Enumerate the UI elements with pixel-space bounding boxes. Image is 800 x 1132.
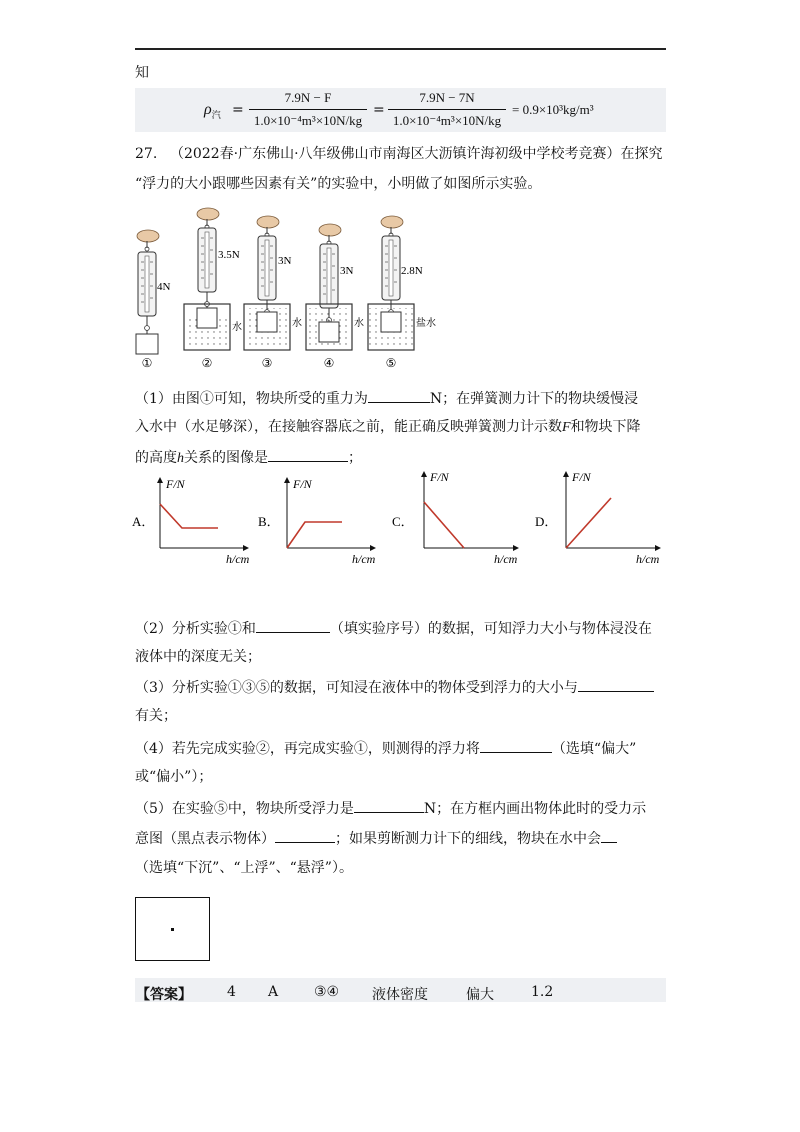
graph-c[interactable]: [392, 470, 518, 566]
reading-3: 3N: [278, 255, 292, 267]
graph-b-line: [287, 522, 342, 548]
setup-label-2: ②: [201, 356, 213, 370]
part-2-line-1: （2）分析实验①和 （填实验序号）的数据，可知浮力大小与物体浸没在: [135, 621, 652, 637]
reading-4: 3N: [340, 265, 354, 277]
part-2-line-2: 液体中的深度无关；: [135, 649, 261, 665]
setup-label-1: ①: [141, 356, 153, 370]
graph-d-line: [566, 498, 611, 548]
answer-5: 偏大: [466, 987, 494, 1003]
answer-1: 4: [227, 984, 236, 1000]
blank-8[interactable]: [601, 830, 617, 843]
graph-d-xlabel: h/cm: [636, 552, 660, 566]
question-line-2: “浮力的大小跟哪些因素有关”的实验中，小明做了如图所示实验。: [135, 176, 542, 192]
fragment-text: 知: [135, 65, 149, 81]
answer-6: 1.2: [531, 984, 554, 1000]
answer-3: ③④: [314, 984, 340, 1000]
part-5-line-2: 意图（黑点表示物体） ；如果剪断测力计下的细线，物块在水中会: [135, 830, 617, 846]
formula-eq-1: =: [232, 102, 244, 118]
setup-1: [136, 230, 159, 354]
liquid-label-2: 水: [232, 322, 242, 333]
graph-a-xlabel: h/cm: [226, 552, 250, 566]
answer-4: 液体密度: [372, 987, 428, 1003]
blank-5[interactable]: [480, 740, 552, 753]
blank-6[interactable]: [354, 800, 424, 813]
part-3-line-1: （3）分析实验①③⑤的数据，可知浸在液体中的物体受到浮力的大小与: [135, 679, 654, 695]
liquid-label-4: 水: [354, 318, 364, 329]
liquid-label-5: 盐水: [416, 318, 436, 329]
graph-a-line: [160, 504, 218, 528]
part-5-line-1: （5）在实验⑤中，物块所受浮力是 N；在方框内画出物体此时的受力示: [135, 801, 647, 817]
object-dot: [171, 928, 174, 931]
part-5-line-3: （选填“下沉”、“上浮”、“悬浮”）。: [135, 860, 353, 876]
part-1-line-1: （1）由图①可知，物块所受的重力为 N；在弹簧测力计下的物块缓慢浸: [135, 391, 639, 407]
force-diagram-box[interactable]: [135, 897, 210, 961]
setup-label-4: ④: [323, 356, 335, 370]
graph-d-ylabel: F/N: [572, 470, 591, 484]
setup-3: [244, 216, 290, 350]
setup-label-5: ⑤: [385, 356, 397, 370]
part-1-line-3: 的高度h关系的图像是 ；: [135, 450, 362, 466]
reading-2: 3.5N: [218, 249, 240, 261]
setup-label-3: ③: [261, 356, 273, 370]
formula-eq-2: =: [373, 102, 385, 118]
setup-2: [184, 208, 230, 350]
graph-c-label: C．: [392, 514, 414, 529]
blank-1[interactable]: [368, 390, 430, 403]
graph-a-label: A．: [132, 514, 155, 529]
graph-b-label: B．: [258, 514, 280, 529]
formula-fraction-1: $\frac{7.9N - F}{\text{1.0×10⁻⁴m³×10N/kg}}$: [249, 90, 367, 129]
reading-1: 4N: [157, 281, 171, 293]
graph-d[interactable]: [535, 470, 660, 566]
blank-4[interactable]: [578, 679, 654, 692]
blank-3[interactable]: [256, 620, 330, 633]
graph-d-label: D．: [535, 514, 558, 529]
graph-b-ylabel: F/N: [293, 477, 312, 491]
graph-c-xlabel: h/cm: [494, 552, 518, 566]
blank-7[interactable]: [275, 830, 335, 843]
part-4-line-1: （4）若先完成实验②，再完成实验①，则测得的浮力将 （选填“偏大”: [135, 741, 637, 757]
graph-b[interactable]: [258, 477, 376, 566]
setup-4: [306, 224, 352, 350]
answer-label: 【答案】: [136, 987, 192, 1003]
part-1-line-2: 入水中（水足够深），在接触容器底之前，能正确反映弹簧测力计示数F和物块下降: [135, 419, 641, 435]
question-source: （2022春·广东佛山·八年级佛山市南海区大沥镇许海初级中学校考竞赛）在探究: [170, 146, 663, 162]
setup-5: [368, 216, 414, 350]
reading-5: 2.8N: [401, 265, 423, 277]
blank-2[interactable]: [268, 449, 348, 462]
graph-a[interactable]: [132, 477, 250, 566]
graph-c-ylabel: F/N: [430, 470, 449, 484]
graph-b-xlabel: h/cm: [352, 552, 376, 566]
formula-rho: $\rho_汽$: [204, 101, 221, 121]
experiment-figure: [128, 204, 448, 370]
answer-2: A: [268, 984, 279, 1000]
graph-a-ylabel: F/N: [166, 477, 185, 491]
formula-result: = 0.9×10³kg/m³: [512, 102, 594, 117]
liquid-label-3: 水: [292, 318, 302, 329]
formula-fraction-2: $\frac{7.9N - 7N}{\text{1.0×10⁻⁴m³×10N/kg}}$: [388, 90, 506, 129]
top-rule: [135, 48, 666, 50]
graph-c-line: [424, 502, 464, 548]
part-4-line-2: 或“偏小”）；: [135, 769, 213, 785]
part-3-line-2: 有关；: [135, 708, 177, 724]
graph-options: [130, 466, 670, 570]
question-number: 27.: [135, 146, 158, 162]
